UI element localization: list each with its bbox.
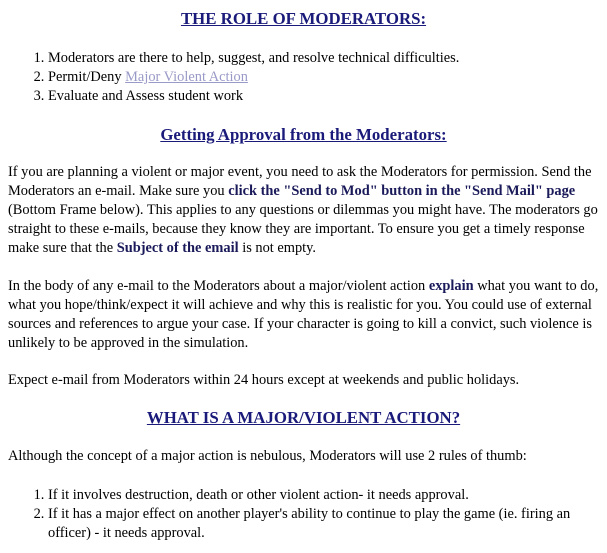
rules-of-thumb-list [8,486,607,543]
explain-emphasis: explain [428,278,474,294]
text-run: is not empty. [238,240,317,256]
moderator-roles-list [8,49,459,106]
text-run: In the body of any e-mail to the Moderators about a major/violent action [8,278,429,294]
list-item: 1. Moderators are there to help, suggest, and resolve technical difficulties. [48,49,459,68]
approval-paragraph [8,163,600,258]
list-item [48,68,459,87]
heading-role-of-moderators: THE ROLE OF MODERATORS: [180,9,427,28]
heading-getting-approval: Getting Approval from the Moderators: [160,125,447,144]
major-violent-action-link[interactable]: Major Violent Action [125,69,248,85]
text-run: (Bottom Frame below). This applies to any questions or dilemmas you might have. The moderators go straight to these e-mails, because they know they are important. To ensure you get a timely response make sure that the [8,202,598,256]
rules-intro-paragraph: Although the concept of a major action is nebulous, Moderators will use 2 rules of thumb: [8,448,527,464]
send-to-mod-instruction: click the "Send to Mod" button in the "Send Mail" page [228,183,576,199]
subject-emphasis: Subject of the email [116,240,239,256]
email-body-paragraph [8,277,600,353]
heading-what-is-major-action: WHAT IS A MAJOR/VIOLENT ACTION? [146,408,461,427]
list-item-prefix: Permit/Deny [48,69,126,85]
list-item: 1. If it involves destruction, death or other violent action- it needs approval. [48,486,607,505]
response-time-paragraph: Expect e-mail from Moderators within 24 hours except at weekends and public holidays. [8,372,520,388]
text-run: If you are planning a violent or major event, you need to ask the Moderators for permission. Send the Moderators an e-mail. Make sure you [8,164,592,199]
list-item: 2. If it has a major effect on another player's ability to continue to play the game (ie. firing an officer) - it needs approval. [48,505,607,543]
text-run: what you want to do, what you hope/think/expect it will achieve and why this is realistic for you. You could use of external sources and references to argue your case. If your character is going to kill a convict, such violence is unlikely to be approved in the simulation. [8,278,599,351]
list-item: 3. Evaluate and Assess student work [48,87,459,106]
